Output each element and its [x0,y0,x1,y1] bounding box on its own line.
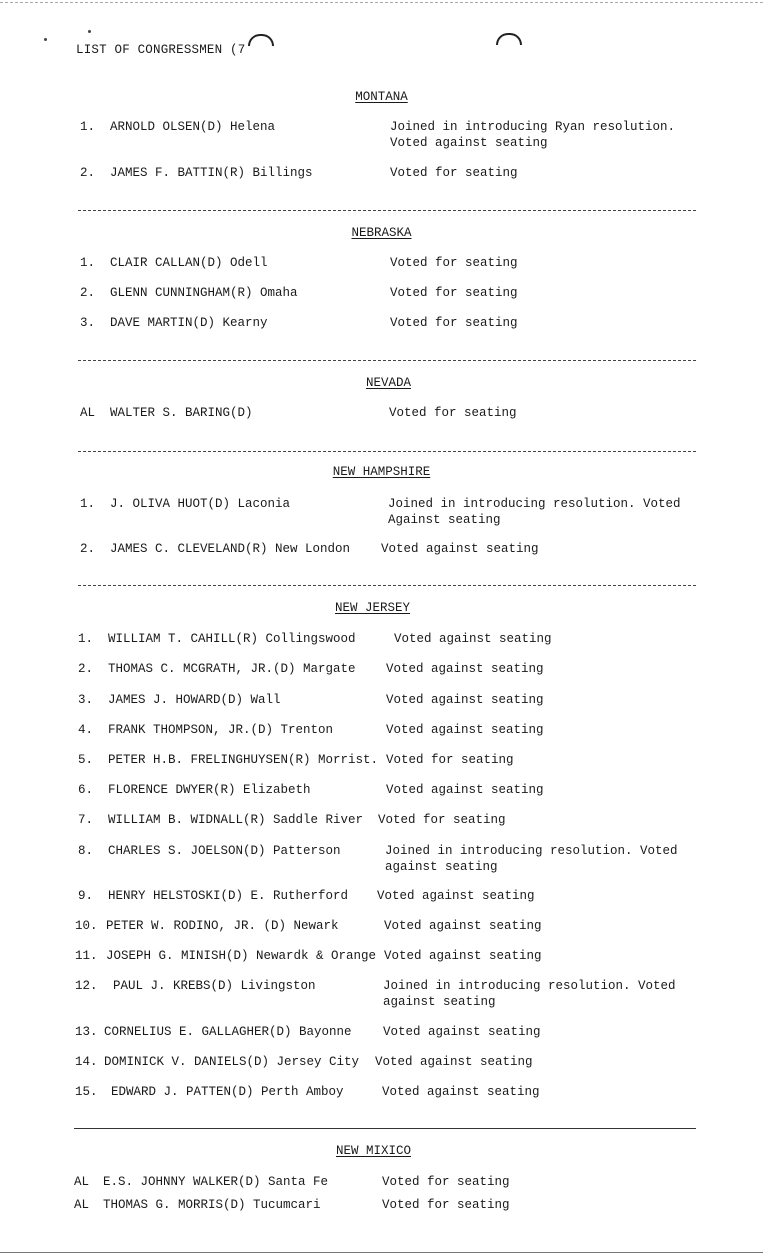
member-name: GLENN CUNNINGHAM(R) Omaha [110,286,298,300]
member-number: 1. [80,120,96,134]
member-vote: Voted against seating [386,783,544,797]
member-number: 2. [80,166,96,180]
member-vote: Joined in introducing resolution. Voted against seating [383,979,676,1009]
perforated-top-edge [0,2,763,3]
state-heading-new-hampshire: NEW HAMPSHIRE [332,465,431,479]
member-name: WILLIAM T. CAHILL(R) Collingswood [108,632,356,646]
member-number: AL [74,1198,90,1212]
member-name: CORNELIUS E. GALLAGHER(D) Bayonne [104,1025,352,1039]
member-number: 1. [78,632,94,646]
member-number: 2. [80,542,96,556]
member-vote: Joined in introducing resolution. Voted against seating [385,844,678,874]
section-divider [74,1128,696,1129]
state-heading-nebraska: NEBRASKA [351,226,412,240]
member-number: 1. [80,256,96,270]
member-vote: Voted against seating [382,1085,540,1099]
member-number: 7. [78,813,94,827]
member-name: THOMAS C. MCGRATH, JR.(D) Margate [108,662,356,676]
state-heading-new-mexico: NEW MIXICO [335,1144,411,1158]
member-name: EDWARD J. PATTEN(D) Perth Amboy [111,1085,344,1099]
member-name: CHARLES S. JOELSON(D) Patterson [108,844,341,858]
member-vote: Voted against seating [394,632,552,646]
member-name: JOSEPH G. MINISH(D) Newardk & Orange [106,949,377,963]
speck-mark [44,38,47,41]
member-vote: Voted for seating [389,406,517,420]
section-divider [78,585,696,586]
state-heading-new-jersey: NEW JERSEY [334,601,410,615]
member-number: 5. [78,753,94,767]
member-name: HENRY HELSTOSKI(D) E. Rutherford [108,889,349,903]
member-name: JAMES C. CLEVELAND(R) New London [110,542,351,556]
member-name: PETER W. RODINO, JR. (D) Newark [106,919,339,933]
member-number: 13. [75,1025,98,1039]
member-name: DAVE MARTIN(D) Kearny [110,316,268,330]
member-name: DOMINICK V. DANIELS(D) Jersey City [104,1055,360,1069]
state-heading-nevada: NEVADA [365,376,411,390]
member-number: 3. [78,693,94,707]
member-number: 10. [75,919,98,933]
member-vote: Voted for seating [390,166,518,180]
section-divider [78,360,696,361]
member-vote: Voted against seating [386,662,544,676]
member-name: WALTER S. BARING(D) [110,406,253,420]
member-number: 11. [75,949,98,963]
punch-hole-mark [248,34,274,46]
member-vote: Joined in introducing Ryan resolution. Voted against seating [390,120,676,150]
member-name: E.S. JOHNNY WALKER(D) Santa Fe [103,1175,329,1189]
member-vote: Voted for seating [390,316,518,330]
member-vote: Voted against seating [381,542,539,556]
member-vote: Voted against seating [377,889,535,903]
member-number: 12. [75,979,98,993]
member-name: FLORENCE DWYER(R) Elizabeth [108,783,311,797]
member-number: 4. [78,723,94,737]
member-number: 9. [78,889,94,903]
member-name: PETER H.B. FRELINGHUYSEN(R) Morrist. [108,753,379,767]
member-number: 1. [80,497,96,511]
member-number: AL [74,1175,90,1189]
member-name: J. OLIVA HUOT(D) Laconia [110,497,291,511]
member-number: 14. [75,1055,98,1069]
page-bottom-edge [0,1252,763,1253]
member-vote: Voted for seating [382,1198,510,1212]
member-vote: Voted for seating [386,753,514,767]
member-vote: Voted for seating [390,286,518,300]
member-vote: Voted against seating [375,1055,533,1069]
member-number: 8. [78,844,94,858]
member-vote: Joined in introducing resolution. Voted Against seating [388,497,681,527]
member-vote: Voted for seating [378,813,506,827]
member-vote: Voted against seating [383,1025,541,1039]
member-name: ARNOLD OLSEN(D) Helena [110,120,276,134]
member-vote: Voted against seating [384,949,542,963]
member-name: PAUL J. KREBS(D) Livingston [113,979,316,993]
member-number: AL [80,406,96,420]
member-vote: Voted against seating [386,693,544,707]
section-divider [78,451,696,452]
member-number: 3. [80,316,96,330]
member-name: THOMAS G. MORRIS(D) Tucumcari [103,1198,321,1212]
speck-mark [88,30,91,33]
member-vote: Voted against seating [386,723,544,737]
document-title: LIST OF CONGRESSMEN (7 [76,43,246,57]
member-name: CLAIR CALLAN(D) Odell [110,256,268,270]
member-vote: Voted for seating [382,1175,510,1189]
member-number: 2. [80,286,96,300]
member-number: 15. [75,1085,98,1099]
member-name: JAMES J. HOWARD(D) Wall [108,693,281,707]
member-name: JAMES F. BATTIN(R) Billings [110,166,313,180]
member-number: 6. [78,783,94,797]
member-vote: Voted for seating [390,256,518,270]
member-name: WILLIAM B. WIDNALL(R) Saddle River [108,813,364,827]
member-number: 2. [78,662,94,676]
member-vote: Voted against seating [384,919,542,933]
section-divider [78,210,696,211]
state-heading-montana: MONTANA [355,90,408,104]
member-name: FRANK THOMPSON, JR.(D) Trenton [108,723,334,737]
punch-hole-mark [496,33,522,45]
